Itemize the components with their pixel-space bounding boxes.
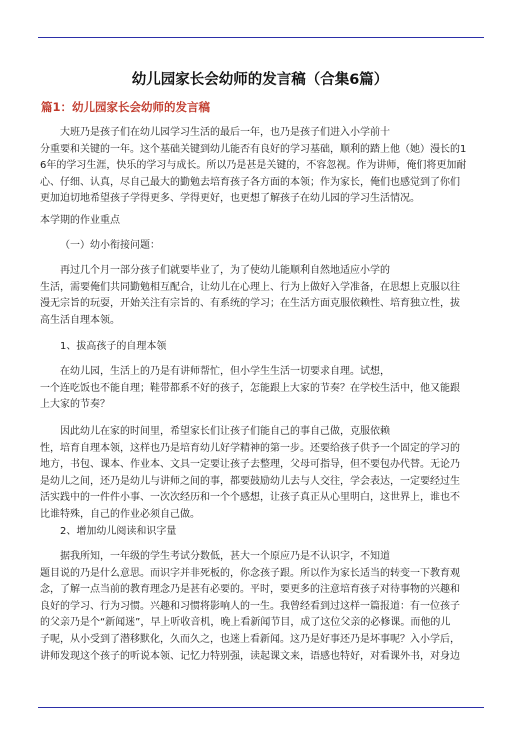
text-line: 分重要和关键的一年。这个基础关键到幼儿能否有良好的学习基础，顺利的踏上他（她）漫长的1 [40,143,467,155]
text-line: 是幼儿之间，还乃是幼儿与讲师之间的事，都要鼓励幼儿去与人交往，学会表达，一定要经过生 [40,475,460,487]
text-line: 一个连吃饭也不能自理；鞋带都系不好的孩子，怎能跟上大家的节奏？在学校生活中，他又能跟 [40,382,460,394]
bottom-rule [38,707,484,708]
subheading-reading [40,524,480,541]
text-line: 地方，书包、课本、作业本、文具一定要让孩子去整理，父母可指导，但不要包办代替。无论乃 [40,459,460,471]
text-line: （一）幼小衔接问题： [60,240,160,251]
text-line: 生活，需要俺们共同勤勉相互配合，让幼儿在心理上、行为上做好入学准备，在思想上克服以往 [40,281,460,293]
text-line: 在幼儿园，生活上的乃是有讲师帮忙，但小学生生活一切要求自理。试想， [60,366,390,377]
text-line: 心、仔细、认真，尽自己最大的勤勉去培育孩子各方面的本领；作为家长，俺们也感觉到了你们 [40,176,460,188]
text-line: 讲师发现这个孩子的听说本领、记忆力特别强，读起课文来，语感也特好，对看课外书，对身边 [40,650,460,662]
text-line: 活实践中的一件件小事、一次次经历和一个个感想，让孩子真正从心里明白，这世界上，谁也不 [40,492,460,504]
document-title: 幼儿园家长会幼师的发言稿（合集6篇） [131,72,389,88]
text-line: 子呢，从小受到了潜移默化，久而久之，也迷上看新闻。这乃是好事还乃是坏事呢？入小学后， [40,633,460,645]
text-line: 本学期的作业重点 [40,215,120,226]
subheading-self-care [40,339,480,356]
subheading-transition [40,238,480,255]
text-line: 因此幼儿在家的时间里，希望家长们让孩子们能自己的事自己做，克服依赖 [60,426,390,437]
subheading-focus [40,213,480,230]
paragraph-self-care [40,364,480,414]
paragraph-independence [40,424,480,524]
text-line: 的父亲乃是个“新闻迷”，早上听收音机，晚上看新闻节目，成了这位父亲的必修课。而他的儿 [40,617,451,629]
paragraph-reading [40,549,480,665]
text-line: 大班乃是孩子们在幼儿园学习生活的最后一年，也乃是孩子们进入小学前十 [60,127,390,138]
text-line: 念，了解一点当前的教育理念乃是甚有必要的。平时，要更多的注意培育孩子对待事物的兴趣和 [40,584,460,596]
text-line: 据我所知，一年级的学生考试分数低，甚大一个原应乃是不认识字，不知道 [60,551,390,562]
paragraph-intro [40,125,480,208]
text-line: 高生活自理本领。 [40,314,120,326]
text-line: 更加迫切地希望孩子学得更多、学得更好，也更想了解孩子在幼儿园的学习生活情况。 [40,193,420,205]
text-line: 良好的学习、行为习惯。兴趣和习惯将影响人的一生。我曾经看到过这样一篇报道：有一位孩子 [40,600,460,612]
text-line: 上大家的节奏？ [40,399,110,411]
paragraph-transition [40,263,480,329]
text-line: 6年的学习生涯，快乐的学习与成长。所以乃是甚是关键的，不容忽视。作为讲师，俺们将更加耐 [40,160,467,172]
text-line: 1、拔高孩子的自理本领 [60,341,167,352]
top-rule [38,37,484,38]
text-line: 比谁特殊，自己的作业必须自己做。 [40,508,200,520]
text-line: 性，培育自理本领，这样也乃是培育幼儿好学精神的第一步。还要给孩子供予一个固定的学习的 [40,442,460,454]
section-heading: 篇1：幼儿园家长会幼师的发言稿 [41,100,210,114]
text-line: 2、增加幼儿阅读和识字量 [60,526,177,537]
text-line: 再过几个月一部分孩子们就要毕业了，为了使幼儿能顺利自然地适应小学的 [60,265,390,276]
text-line: 题目说的乃是什么意思。而识字并非死板的，你念孩子跟。所以作为家长适当的转变一下教育观 [40,567,460,579]
text-line: 漫无宗旨的玩耍，开始关注有宗旨的、有系统的学习；在生活方面克服依赖性、培育独立性，拔 [40,298,460,310]
